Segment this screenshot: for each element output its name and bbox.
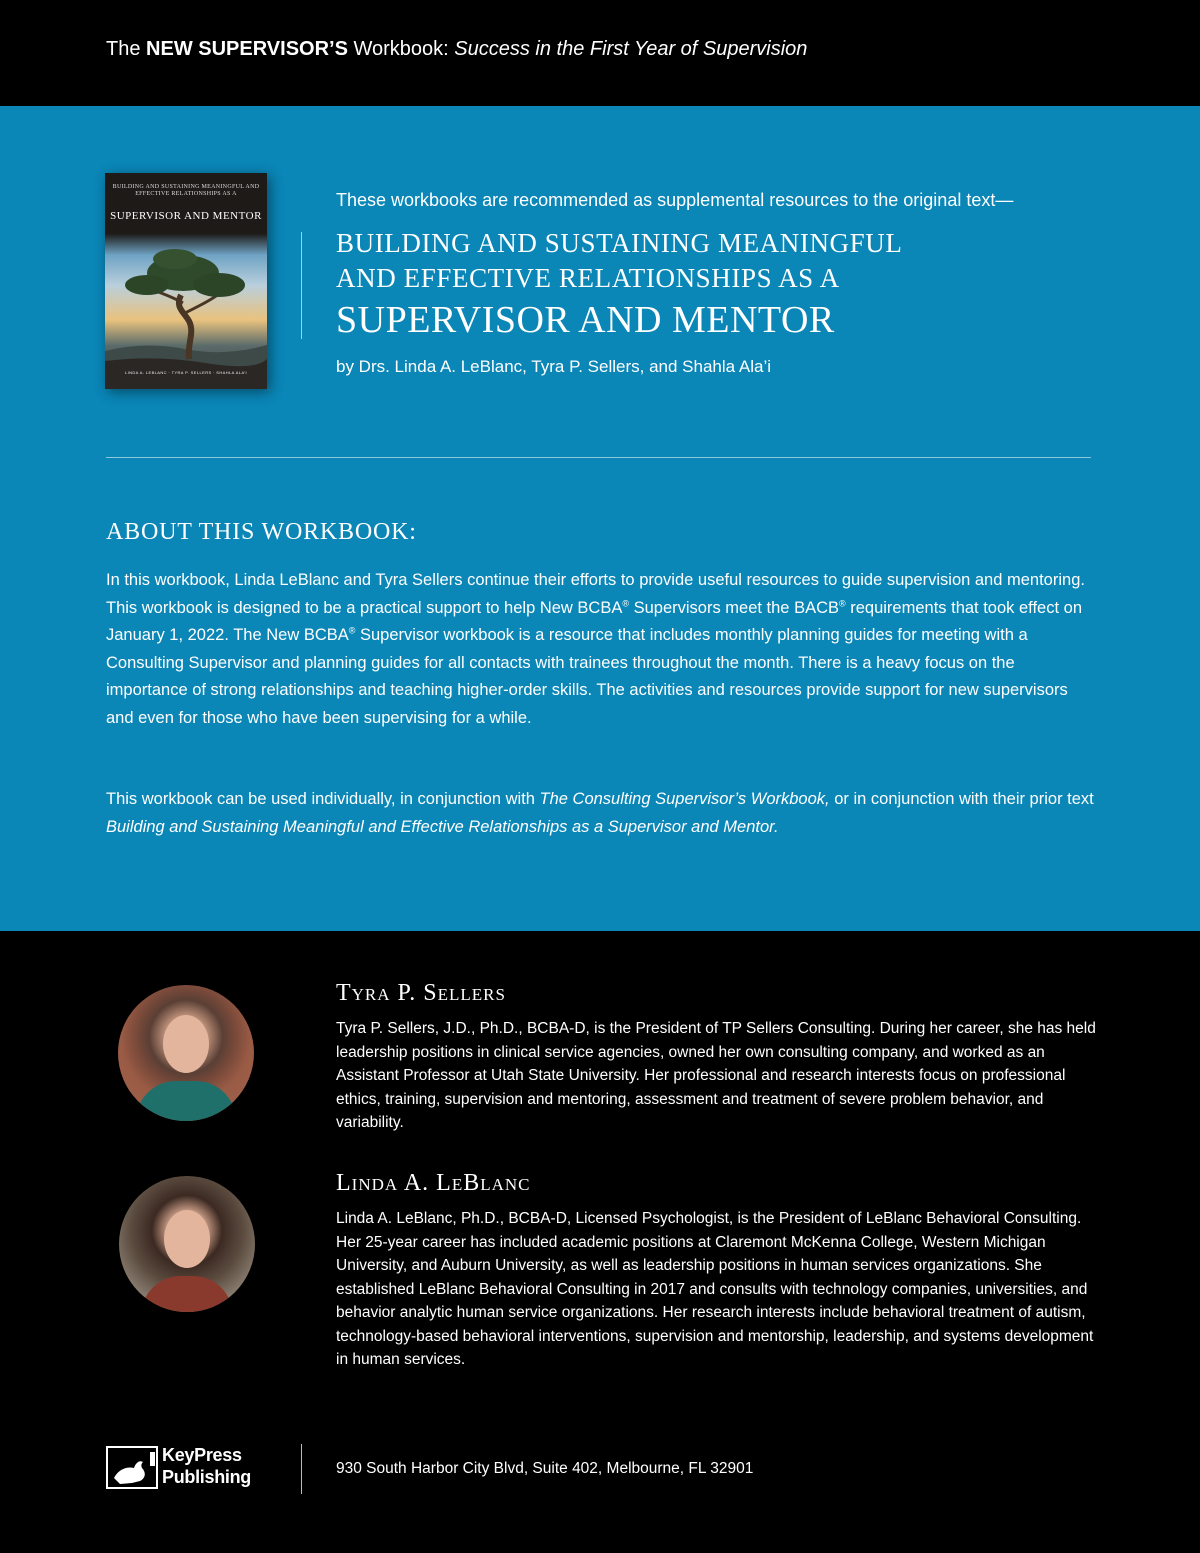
prior-text-title: Building and Sustaining Meaningful and Effective Relationships as a Supervisor and Mentor. <box>106 817 779 836</box>
registered-mark: ® <box>839 598 846 608</box>
book-title-line2: AND EFFECTIVE RELATIONSHIPS AS A <box>336 263 840 293</box>
pigeon-icon <box>106 1446 158 1489</box>
avatar-shirt <box>141 1276 233 1312</box>
about-p1-part-c: requirements that took effect on January 1, 2022. The New BCBA <box>106 598 1082 644</box>
cover-authors: LINDA A. LEBLANC · TYRA P. SELLERS · SHAHLA ALA’I <box>124 370 248 375</box>
publisher-name-line1: KeyPress <box>162 1445 242 1465</box>
book-title <box>336 226 902 344</box>
cover-small-title: BUILDING AND SUSTAINING MEANINGFUL AND EFFECTIVE RELATIONSHIPS AS A <box>112 184 260 197</box>
author-name: Tyra P. Sellers <box>336 980 506 1006</box>
header-title-mid: Workbook: <box>347 38 455 60</box>
registered-mark: ® <box>348 625 356 636</box>
publisher-name <box>162 1444 251 1488</box>
section-divider <box>106 457 1091 458</box>
book-title-line3: SUPERVISOR AND MENTOR <box>336 299 835 341</box>
registered-mark: ® <box>622 598 629 608</box>
cover-big-title: SUPERVISOR AND MENTOR <box>110 210 262 222</box>
author-name: Linda A. LeBlanc <box>336 1170 531 1196</box>
author-bio: Tyra P. Sellers, J.D., Ph.D., BCBA-D, is the President of TP Sellers Consulting. During her career, she has held leadership positions in clinical service agencies, owned her own consulting company, and worked as an Assistant Professor at Utah State University. Her professional and research interests focus on professional ethics, training, supervision and mentoring, assessment and treatment of severe problem behavior, and variability. <box>336 1020 1096 1131</box>
about-p2-part-a: This workbook can be used individually, in conjunction with <box>106 790 540 808</box>
avatar-tyra-sellers <box>118 985 254 1121</box>
about-p1-part-d: Supervisor workbook is a resource that includes monthly planning guides for meeting with a Consulting Supervisor and planning guides for all contacts with trainees throughout the month. There is a heavy focus on the importance of strong relationships and teaching higher-order skills. The activities and resources provide support for new supervisors and even for those who have been supervising for a while. <box>106 626 1068 727</box>
publisher-address: 930 South Harbor City Blvd, Suite 402, Melbourne, FL 32901 <box>336 1460 754 1477</box>
book-byline: by Drs. Linda A. LeBlanc, Tyra P. Sellers, and Shahla Ala’i <box>336 357 772 376</box>
about-heading: ABOUT THIS WORKBOOK: <box>106 519 417 545</box>
header-title-bold: NEW SUPERVISOR’S <box>146 38 348 60</box>
intro-text: These workbooks are recommended as supplemental resources to the original text— <box>336 190 1014 210</box>
publisher-name-line2: Publishing <box>162 1467 251 1487</box>
footer-divider <box>301 1444 302 1494</box>
tree-illustration <box>105 233 267 389</box>
about-paragraph-1 <box>106 567 1096 732</box>
consulting-workbook-title: The Consulting Supervisor’s Workbook, <box>539 790 830 808</box>
avatar-face <box>163 1015 209 1073</box>
avatar-linda-leblanc <box>119 1176 255 1312</box>
about-paragraph-2 <box>106 786 1096 841</box>
title-divider <box>301 232 302 339</box>
header-title-subtitle: Success in the First Year of Supervision <box>454 38 808 60</box>
avatar-shirt <box>136 1081 236 1121</box>
avatar-face <box>164 1210 210 1268</box>
header-title-prefix: The <box>106 38 147 60</box>
author-bio: Linda A. LeBlanc, Ph.D., BCBA-D, Licensed Psychologist, is the President of LeBlanc Behavioral Consulting. Her 25-year career has included academic positions at Claremont McKenna College, Western Michigan University, and Auburn University, as well as leadership positions in human services organizations. She established LeBlanc Behavioral Consulting in 2017 and consults with technology companies, universities, and behavior analytic human service organizations. Her research interests include behavioral treatment of autism, technology-based behavioral interventions, supervision and mentorship, leadership, and systems development in human services. <box>336 1210 1094 1368</box>
book-cover-image <box>105 173 267 389</box>
page-header <box>0 0 1200 106</box>
about-p1-part-b: Supervisors meet the BACB <box>629 598 840 617</box>
header-title <box>106 38 807 61</box>
about-p1-part-a: In this workbook, Linda LeBlanc and Tyra Sellers continue their efforts to provide useful resources to guide supervision and mentoring. This workbook is designed to be a practical support to help New BCBA <box>106 571 1085 617</box>
book-title-line1: BUILDING AND SUSTAINING MEANINGFUL <box>336 228 903 258</box>
publisher-logo <box>106 1444 266 1492</box>
about-p2-part-b: or in conjunction with their prior text <box>829 790 1094 808</box>
